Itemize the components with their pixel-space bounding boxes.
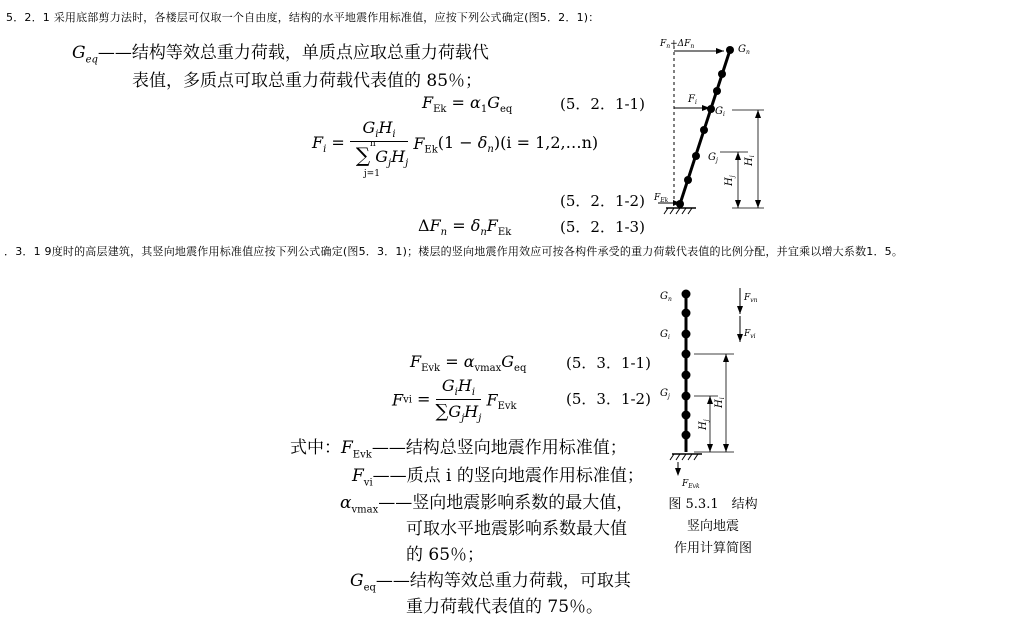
avmax-def-line3: 的 65％； [406, 545, 485, 565]
equation-5-2-1-1: $F_{Ek} = \alpha_1G_{eq}$ [422, 93, 513, 116]
where-fevk: 式中：$F_{Evk}——$结构总竖向地震作用标准值； [290, 438, 627, 461]
label-gj-v: $G_j$ [660, 388, 670, 400]
eq-number-5-2-1-3: (5．2．1-3) [560, 218, 645, 236]
eq-number-5-2-1-1: (5．2．1-1) [560, 95, 645, 113]
figure-5-3-1 [654, 284, 766, 488]
label-fek: $F_{Ek}$ [654, 193, 669, 204]
fevk-def: 结构总竖向地震作用标准值； [405, 438, 627, 458]
label-gn: $G_n$ [738, 44, 750, 56]
where-geq: $G_{eq}——$结构等效总重力荷载，可取其 [350, 571, 631, 594]
geq-def-531-line1: 结构等效总重力荷载，可取其 [409, 571, 631, 591]
clause-5-2-1: 5．2．1 采用底部剪力法时，各楼层可仅取一个自由度，结构的水平地震作用标准值，应按下列公式确定(图5．2．1)： [6, 11, 600, 24]
fraction-vertical: $\frac{G_iH_i}{\sum G_jH_j}$ [435, 376, 482, 425]
equation-5-3-1-1: $F_{Evk} = \alpha_{vmax}G_{eq}$ [410, 352, 527, 375]
label-fvn: $F_{vn}$ [744, 293, 758, 304]
clause-5-3-1: ．3．1 9度时的高层建筑，其竖向地震作用标准值应按下列公式确定(图5．3．1)；楼层的竖向地震作用效应可按各构件承受的重力荷载代表值的比例分配，并宜乘以增大系数1．5。 [4, 245, 904, 258]
label-gn-v: $G_n$ [660, 291, 672, 303]
equation-5-2-1-3: $\Delta F_n = \delta_nF_{Ek}$ [418, 216, 512, 239]
where-label: 式中： [290, 438, 341, 458]
eq-number-5-3-1-1: (5．3．1-1) [566, 354, 651, 372]
avmax-def-line1: 竖向地震影响系数的最大值， [412, 493, 634, 513]
label-gi: $G_i$ [715, 106, 725, 118]
sum-upper: n [369, 139, 376, 150]
label-hi: $H_i$ [744, 155, 756, 166]
label-hj-v: $H_j$ [698, 419, 710, 430]
figure-5-3-1-caption [652, 494, 774, 560]
geq-def-line1: 结构等效总重力荷载，单质点应取总重力荷载代 [131, 43, 489, 63]
fvi-def: 质点 i 的竖向地震作用标准值； [406, 466, 644, 486]
geq-definition-521: $G_{eq}——$结构等效总重力荷载，单质点应取总重力荷载代 [72, 43, 489, 66]
caption-line3: 作用计算简图 [673, 541, 752, 556]
arrow-fn-head [716, 48, 724, 54]
geq-def-531-line2: 重力荷载代表值的 75％。 [406, 597, 604, 617]
label-fevk: $F_{Evk}$ [682, 479, 700, 488]
sum-lower: j=1 [363, 169, 380, 180]
eq-condition: (i = 1,2,…n) [500, 133, 599, 153]
label-fn-dfn: $F_n+\Delta F_n$ [660, 39, 695, 50]
label-hj: $H_j$ [724, 175, 736, 186]
equation-5-2-1-2: $F_i$ = $G_iH_i$ n ∑ $G_jH_j$ j=1 $F_{Ek}(1 - \delta_n)(i$ = 1,2,…n) [312, 118, 599, 180]
eq-number-5-3-1-2: (5．3．1-2) [566, 390, 651, 408]
where-avmax: $\alpha_{vmax}——$竖向地震影响系数的最大值， [340, 493, 634, 516]
label-gj: $G_j$ [708, 152, 718, 164]
label-fvi: $F_{vi}$ [744, 329, 756, 340]
figure-5-2-1 [652, 36, 772, 218]
geq-symbol: $G_{eq}$ [72, 43, 98, 66]
eq-number-5-2-1-2: (5．2．1-2) [560, 192, 645, 210]
where-fvi: $F_{vi}——$质点 i 的竖向地震作用标准值； [352, 466, 644, 489]
geq-def-line2: 表值，多质点可取总重力荷载代表值的 85％； [132, 71, 483, 91]
avmax-def-line2: 可取水平地震影响系数最大值 [406, 519, 627, 539]
label-gi-v: $G_i$ [660, 329, 670, 341]
label-hi-v: $H_i$ [714, 397, 726, 408]
equation-5-3-1-2: Fvi = $\frac{G_iH_i}{\sum G_jH_j}$ $F_{Evk}$ [392, 376, 517, 425]
caption-line1: 图 5.3.1 结构 [668, 497, 758, 512]
caption-line2: 竖向地震 [686, 519, 739, 534]
label-fi: $F_i$ [688, 94, 697, 106]
fraction: $G_iH_i$ n ∑ $G_jH_j$ j=1 [350, 118, 408, 169]
